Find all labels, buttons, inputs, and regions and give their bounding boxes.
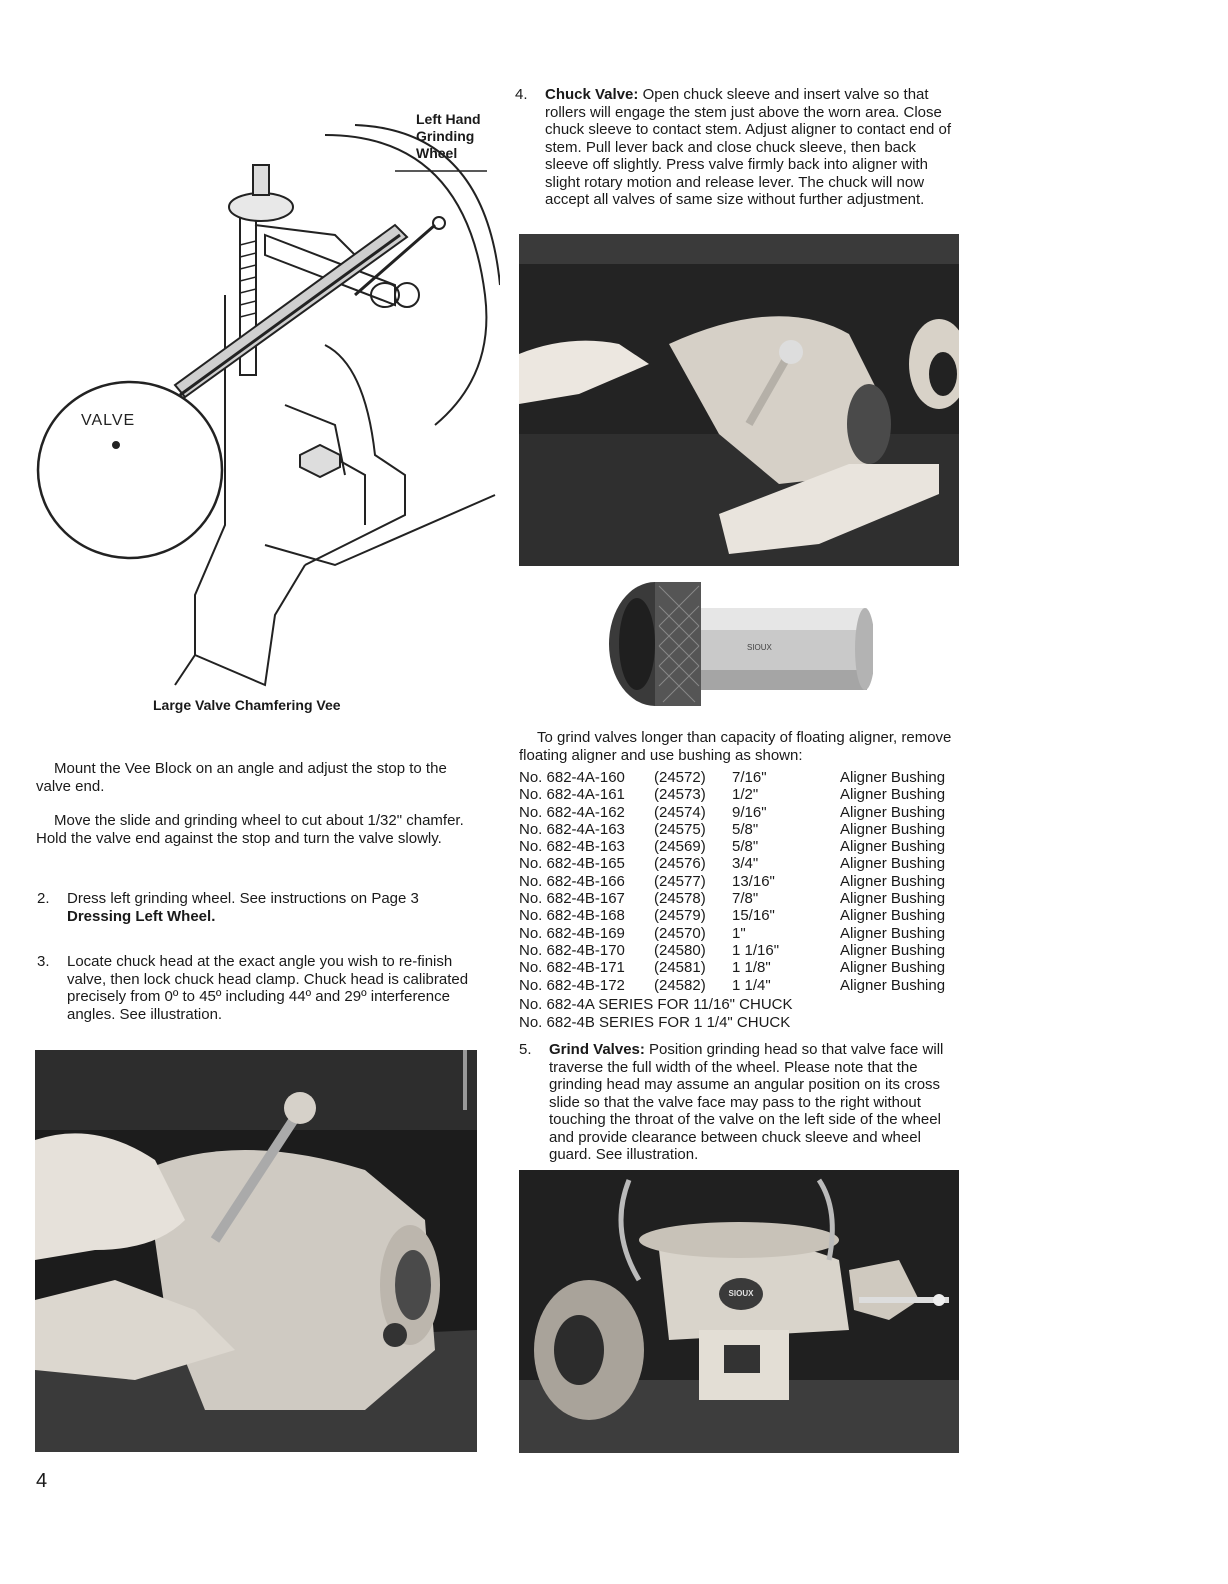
bushing-brand-mark: SIOUX (747, 643, 772, 652)
bushing-code: (24573) (654, 786, 706, 804)
valve-grinder-photo (519, 1170, 959, 1453)
bushing-code: (24580) (654, 941, 706, 959)
valve-chamfering-vee-illustration (35, 95, 500, 690)
bushing-row (519, 925, 964, 942)
series-a-note: No. 682-4A SERIES FOR 11/16" CHUCK (519, 996, 793, 1013)
bushing-part-number: No. 682-4B-169 (519, 924, 625, 942)
step-4-body (545, 86, 960, 209)
bushing-code: (24570) (654, 924, 706, 942)
chuck-head-photo (35, 1050, 477, 1452)
bushing-table-body (519, 769, 964, 994)
callout-line-2: Grinding (416, 128, 475, 144)
step-4-text: Open chuck sleeve and insert valve so that rollers will engage the stem just above the worn area. Close chuck sleeve to contact stem. Adjust aligner to contact end of stem. Pull lever back and close chuck sleeve, then back sleeve off slightly. Press valve firmly back into aligner with slight rotary motion and release lever. The chuck will now accept all valves of same size without further adjustment. (545, 86, 952, 208)
bushing-description: Aligner Bushing (840, 907, 946, 925)
bushing-part-number: No. 682-4A-162 (519, 803, 625, 821)
page-number: 4 (36, 1470, 48, 1492)
bushing-description: Aligner Bushing (840, 941, 946, 959)
bushing-part-number: No. 682-4A-163 (519, 820, 625, 838)
bushing-row (519, 769, 964, 786)
bushing-size: 1 1/4" (732, 976, 771, 994)
bushing-size: 1" (732, 924, 746, 942)
bushing-row (519, 890, 964, 907)
step-2-number: 2. (37, 890, 50, 907)
bushing-description: Aligner Bushing (840, 924, 946, 942)
bushing-part-number: No. 682-4B-163 (519, 838, 625, 856)
chuck-valve-photo (519, 234, 959, 566)
bushing-description: Aligner Bushing (840, 890, 946, 908)
bushing-part-number: No. 682-4B-172 (519, 976, 625, 994)
bushing-size: 1 1/16" (732, 941, 780, 959)
bushing-size: 13/16" (732, 872, 775, 890)
bushing-size: 7/8" (732, 890, 759, 908)
bushing-size: 1 1/8" (732, 959, 771, 977)
bushing-row (519, 907, 964, 924)
bushing-description: Aligner Bushing (840, 976, 946, 994)
bushing-part-number: No. 682-4B-171 (519, 959, 625, 977)
bushing-size: 5/8" (732, 820, 759, 838)
step-5-number: 5. (519, 1041, 532, 1058)
bushing-code: (24569) (654, 838, 706, 856)
bushing-row (519, 804, 964, 821)
step-3-text: Locate chuck head at the exact angle you wish to re-finish valve, then lock chuck head clamp. Chuck head is calibrated precisely from 0º to 45º including 44º and 29º interference angles. See illustration. (67, 953, 469, 1023)
bushing-size: 5/8" (732, 838, 759, 856)
valve-grinder-photo-graphic (519, 1170, 959, 1453)
step-5-text: Position grinding head so that valve face will traverse the full width of the wheel. Please note that the grinding head may assume an angular position on its cross slide so that the valve face may pass to the right without touching the throat of the valve on the left side of the wheel and provide clearance between chuck sleeve and wheel guard. See illustration. (549, 1041, 944, 1163)
step-4-heading: Chuck Valve: (545, 86, 639, 103)
valve-label: VALVE (81, 412, 136, 429)
bushing-code: (24579) (654, 907, 706, 925)
step-4-number: 4. (515, 86, 528, 103)
bushing-description: Aligner Bushing (840, 820, 946, 838)
bushing-size: 9/16" (732, 803, 767, 821)
series-b-note: No. 682-4B SERIES FOR 1 1/4" CHUCK (519, 1014, 791, 1031)
bushing-row (519, 838, 964, 855)
callout-line-1: Left Hand (416, 111, 481, 127)
bushing-size: 3/4" (732, 855, 759, 873)
bushing-part-number: No. 682-4A-160 (519, 769, 625, 786)
bushing-size: 7/16" (732, 769, 767, 786)
machine-badge (719, 1278, 763, 1310)
aligner-bushing-photo (607, 578, 873, 710)
bushing-size: 15/16" (732, 907, 775, 925)
chuck-head-photo-graphic (35, 1050, 477, 1452)
bushing-row (519, 942, 964, 959)
step-3-number: 3. (37, 953, 50, 970)
bushing-row (519, 855, 964, 872)
bushing-row (519, 873, 964, 890)
bushing-description: Aligner Bushing (840, 872, 946, 890)
step-5-body (549, 1041, 961, 1164)
step-2-text: Dress left grinding wheel. See instructions on Page 3 (67, 890, 419, 907)
bushing-code: (24575) (654, 820, 706, 838)
bushing-row (519, 977, 964, 994)
bushing-row (519, 959, 964, 976)
bushing-part-number: No. 682-4B-170 (519, 941, 625, 959)
bushing-table (519, 769, 964, 994)
wheel-callout (416, 111, 506, 162)
bushing-code: (24576) (654, 855, 706, 873)
machine-badge-text: SIOUX (728, 1289, 754, 1298)
step-2-body (67, 890, 484, 925)
bushing-description: Aligner Bushing (840, 769, 946, 786)
bushing-part-number: No. 682-4A-161 (519, 786, 625, 804)
bushing-part-number: No. 682-4B-166 (519, 872, 625, 890)
bushing-description: Aligner Bushing (840, 786, 946, 804)
bushing-code: (24572) (654, 769, 706, 786)
vee-block-paragraph: Mount the Vee Block on an angle and adjust the stop to the valve end. (36, 760, 447, 795)
step-2-reference: Dressing Left Wheel. (67, 907, 216, 925)
figure-caption: Large Valve Chamfering Vee (153, 697, 341, 713)
bushing-code: (24574) (654, 803, 706, 821)
bushing-row (519, 786, 964, 803)
bushing-intro: To grind valves longer than capacity of floating aligner, remove floating aligner and use bushing as shown: (519, 729, 952, 764)
bushing-part-number: No. 682-4B-168 (519, 907, 625, 925)
step-5-heading: Grind Valves: (549, 1041, 645, 1058)
bushing-size: 1/2" (732, 786, 759, 804)
callout-line-3: Wheel (416, 145, 458, 161)
chamfer-paragraph: Move the slide and grinding wheel to cut about 1/32" chamfer. Hold the valve end against the stop and turn the valve slowly. (36, 812, 464, 847)
bushing-description: Aligner Bushing (840, 959, 946, 977)
bushing-code: (24581) (654, 959, 706, 977)
bushing-code: (24582) (654, 976, 706, 994)
bushing-code: (24577) (654, 872, 706, 890)
bushing-code: (24578) (654, 890, 706, 908)
bushing-description: Aligner Bushing (840, 855, 946, 873)
bushing-row (519, 821, 964, 838)
chuck-valve-photo-graphic (519, 234, 959, 566)
bushing-description: Aligner Bushing (840, 803, 946, 821)
bushing-part-number: No. 682-4B-165 (519, 855, 625, 873)
bushing-description: Aligner Bushing (840, 838, 946, 856)
bushing-part-number: No. 682-4B-167 (519, 890, 625, 908)
